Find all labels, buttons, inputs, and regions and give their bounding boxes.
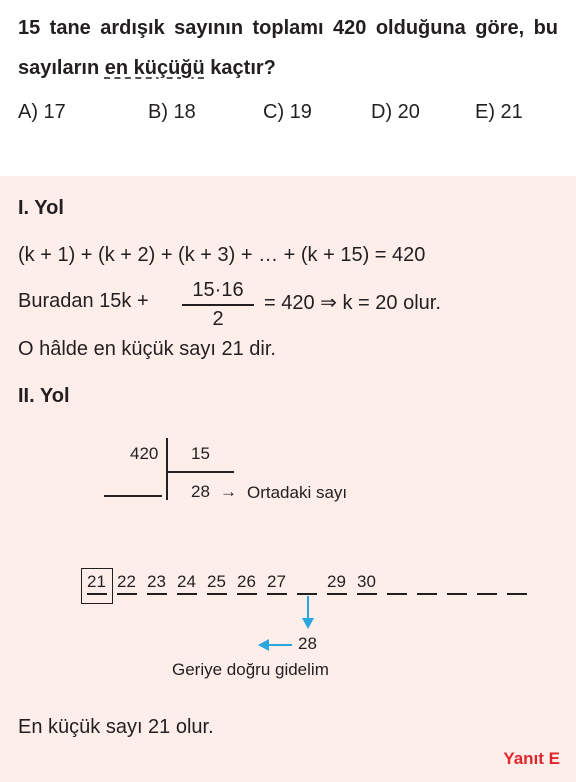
option-a[interactable]: A) 17 — [18, 101, 66, 123]
seq-number: 22 — [117, 572, 136, 591]
way1-conclusion: O hâlde en küçük sayı 21 dir. — [18, 338, 276, 360]
blank-dash — [417, 593, 437, 595]
arrow-down-icon — [296, 596, 320, 630]
buradan-prefix: Buradan 15k + — [18, 290, 149, 312]
blank-dash — [87, 593, 107, 595]
solution-panel — [0, 176, 576, 782]
question-text — [18, 8, 558, 88]
option-b[interactable]: B) 18 — [148, 101, 196, 123]
buradan-suffix: = 420 ⇒ k = 20 olur. — [264, 292, 441, 314]
option-c[interactable]: C) 19 — [263, 101, 312, 123]
blank-dash — [387, 593, 407, 595]
seq-number: 24 — [177, 572, 196, 591]
seq-number: 21 — [87, 572, 106, 591]
blank-dash — [447, 593, 467, 595]
blank-dash — [117, 593, 137, 595]
option-d[interactable]: D) 20 — [371, 101, 420, 123]
remainder-line — [104, 495, 162, 497]
seq-number: 27 — [267, 572, 286, 591]
divisor: 15 — [191, 444, 210, 463]
fraction-bar — [182, 304, 254, 306]
way2-title: II. Yol — [18, 385, 70, 407]
equation: (k + 1) + (k + 2) + (k + 3) + … + (k + 15) = 420 — [18, 244, 426, 266]
answer-label: Yanıt E — [503, 749, 560, 768]
question-underlined: en küçüğü — [104, 57, 205, 79]
options — [0, 101, 576, 131]
division-vertical-line — [166, 438, 168, 500]
blank-dash — [177, 593, 197, 595]
blank-dash — [297, 593, 317, 595]
seq-number: 26 — [237, 572, 256, 591]
quotient-label: Ortadaki sayı — [247, 483, 348, 502]
way1-title: I. Yol — [18, 197, 64, 219]
blank-dash — [357, 593, 377, 595]
dividend: 420 — [130, 444, 159, 463]
quotient: 28 — [191, 482, 210, 501]
seq-number: 23 — [147, 572, 166, 591]
fraction — [182, 279, 254, 331]
middle-value: 28 — [298, 634, 317, 653]
division-horizontal-line — [166, 471, 234, 473]
blank-dash — [237, 593, 257, 595]
fraction-numerator: 15·16 — [192, 279, 244, 301]
blank-dash — [477, 593, 497, 595]
blank-dash — [207, 593, 227, 595]
seq-number: 30 — [357, 572, 376, 591]
blank-dash — [147, 593, 167, 595]
final-conclusion: En küçük sayı 21 olur. — [18, 716, 214, 738]
blank-dash — [327, 593, 347, 595]
arrow-left-icon — [258, 638, 292, 652]
fraction-denominator: 2 — [212, 308, 224, 330]
option-e[interactable]: E) 21 — [475, 101, 523, 123]
question-part2: kaçtır? — [204, 57, 276, 79]
blank-dash — [267, 593, 287, 595]
question-part1: 15 tane ardışık sayının toplamı 420 olduğuna göre, bu sayıların — [18, 17, 558, 79]
seq-number: 25 — [207, 572, 226, 591]
arrow-right-icon: → — [220, 482, 237, 501]
go-back-label: Geriye doğru gidelim — [172, 660, 329, 679]
blank-dash — [507, 593, 527, 595]
seq-number: 29 — [327, 572, 346, 591]
